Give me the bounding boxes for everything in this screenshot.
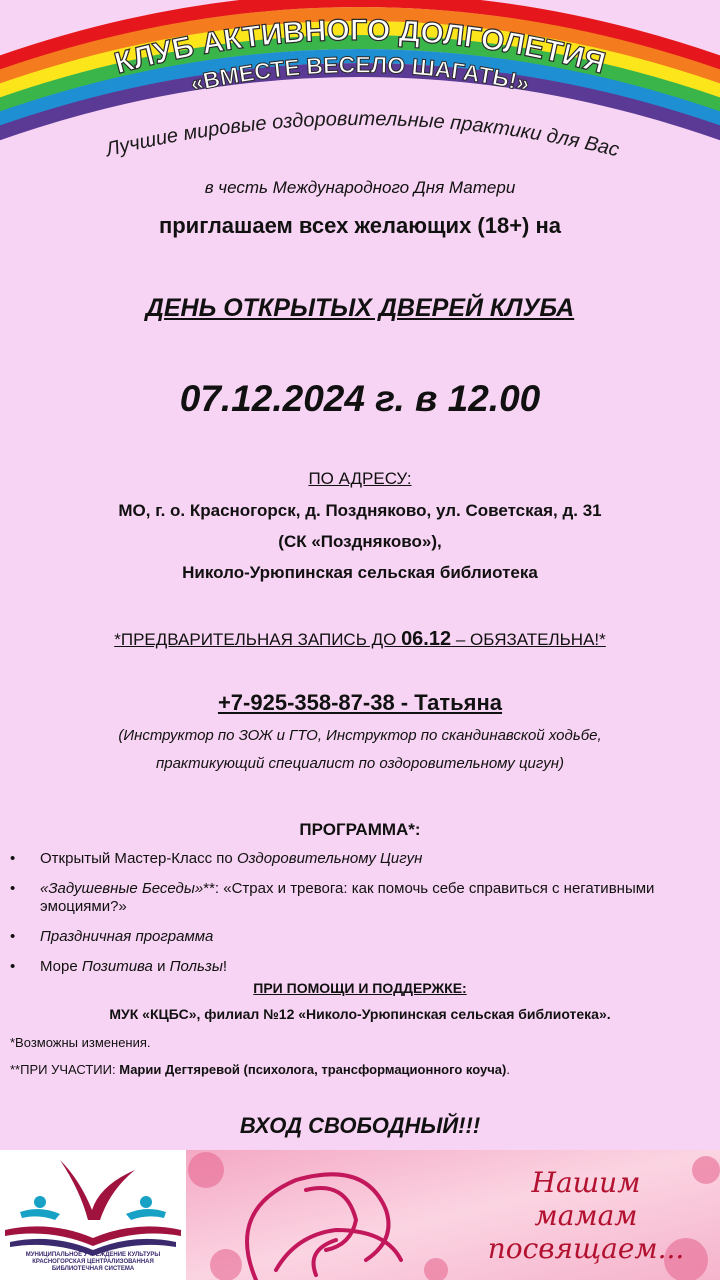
- program-item: • Море Позитива и Пользы!: [10, 958, 228, 975]
- bullet: •: [10, 880, 16, 897]
- participation-note: **ПРИ УЧАСТИИ: Марии Дегтяревой (психолога, трансформационного коуча).: [10, 1062, 510, 1077]
- library-logo: [0, 1150, 186, 1280]
- registration-prefix: *ПРЕДВАРИТЕЛЬНАЯ ЗАПИСЬ ДО: [114, 630, 402, 649]
- address-line-3: Николо-Урюпинская сельская библиотека: [182, 563, 538, 582]
- logo-text-1: МУНИЦИПАЛЬНОЕ УЧРЕЖДЕНИЕ КУЛЬТУРЫ: [25, 1252, 161, 1258]
- program-item: • Праздничная программа: [10, 928, 214, 945]
- registration-notice: [0, 628, 720, 651]
- changes-note: *Возможны изменения.: [10, 1035, 151, 1050]
- banner-line-1: Нашим: [531, 1166, 641, 1199]
- rainbow-header: [0, 0, 720, 190]
- free-entry: ВХОД СВОБОДНЫЙ!!!: [239, 1113, 481, 1138]
- address-line-1: МО, г. о. Красногорск, д. Поздняково, ул. Советская, д. 31: [118, 501, 602, 520]
- banner-line-2: мамам: [534, 1199, 638, 1232]
- logo-text-3: БИБЛИОТЕЧНАЯ СИСТЕМА: [51, 1266, 135, 1272]
- book-logo-icon: [0, 1150, 186, 1260]
- registration-date: 06.12: [401, 628, 452, 650]
- occasion-text: в честь Международного Дня Матери: [204, 178, 516, 197]
- contact-phone[interactable]: +7-925-358-87-38 - Татьяна: [217, 690, 503, 715]
- club-tagline: Лучшие мировые оздоровительные практики для Вас: [103, 107, 622, 162]
- mothers-day-banner: [186, 1150, 720, 1280]
- registration-suffix: – ОБЯЗАТЕЛЬНА!*: [451, 630, 606, 649]
- club-slogan: «ВМЕСТЕ ВЕСЕЛО ШАГАТЬ!»: [187, 51, 533, 97]
- logo-text-2: КРАСНОГОРСКАЯ ЦЕНТРАЛИЗОВАННАЯ: [32, 1259, 154, 1265]
- address-label: ПО АДРЕСУ:: [308, 469, 412, 488]
- program-title: ПРОГРАММА*:: [299, 820, 421, 839]
- banner-line-3: посвящаем...: [487, 1232, 685, 1265]
- address-line-2: (СК «Поздняково»),: [278, 532, 442, 551]
- bullet: •: [10, 850, 16, 867]
- bullet: •: [10, 958, 16, 975]
- bullet: •: [10, 928, 16, 945]
- invitation-text: приглашаем всех желающих (18+) на: [158, 213, 562, 238]
- program-item: • «Задушевные Беседы»**: «Страх и тревога: как помочь себе справиться с негативными эмоциями?»: [10, 880, 655, 915]
- program-list: [0, 850, 720, 988]
- event-title: ДЕНЬ ОТКРЫТЫХ ДВЕРЕЙ КЛУБА: [145, 294, 575, 322]
- support-text: МУК «КЦБС», филиал №12 «Николо-Урюпинская сельская библиотека».: [109, 1006, 611, 1022]
- instructor-role-1: (Инструктор по ЗОЖ и ГТО, Инструктор по скандинавской ходьбе,: [118, 727, 602, 744]
- support-label: ПРИ ПОМОЩИ И ПОДДЕРЖКЕ:: [253, 980, 467, 996]
- program-item: • Открытый Мастер-Класс по Оздоровительному Цигун: [10, 850, 423, 867]
- instructor-role-2: практикующий специалист по оздоровительному цигун): [155, 755, 565, 772]
- club-title: КЛУБ АКТИВНОГО ДОЛГОЛЕТИЯ: [111, 13, 609, 81]
- event-datetime: 07.12.2024 г. в 12.00: [179, 378, 541, 419]
